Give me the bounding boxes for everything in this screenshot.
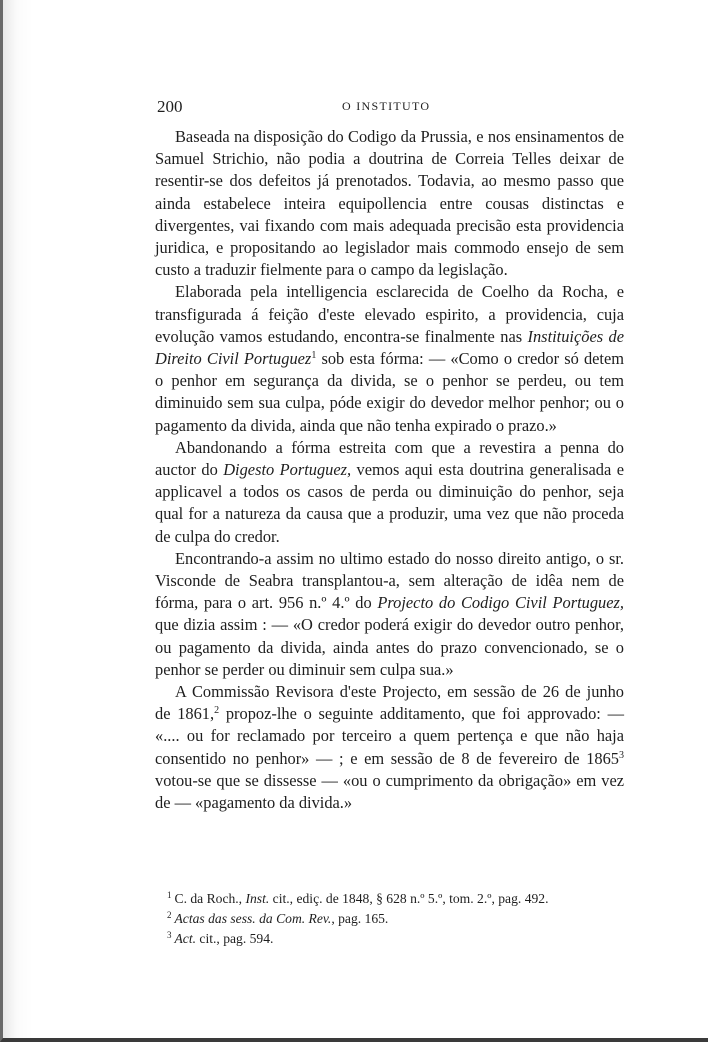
footnote-text: , pag. 165. — [331, 911, 389, 926]
footnote-italic: Inst. — [245, 891, 270, 906]
paragraph-text: Abandonando a fórma estreita com que a revestira a penna do auctor do — [155, 437, 624, 480]
paragraph-text: A Commissão Revisora d'este Projecto, em sessão de 26 de junho de 1861, — [155, 682, 624, 724]
paragraph-text: Encontrando-a assim no ultimo estado do nosso direito antigo, o sr. Visconde de Seabra transplantou-a, sem alteração de idêa nem de fórma, para o art. 956 n.º 4.º do — [155, 548, 624, 613]
running-header — [157, 97, 627, 119]
paragraph — [155, 281, 624, 436]
paragraph-text: votou-se que se dissesse — «ou o cumprimento da obrigação» em vez de — «pagamento da divida.» — [155, 770, 624, 813]
journal-title: O INSTITUTO — [342, 99, 431, 113]
italic-work-title: Instituições de Direito Civil Portuguez — [155, 326, 624, 369]
footnotes — [155, 889, 624, 949]
footnote — [155, 909, 624, 929]
footnote-text: cit., ediç. de 1848, § 628 n.º 5.º, tom. 2.º, pag. 492. — [269, 891, 549, 906]
footnote-reference: 3 — [619, 749, 624, 761]
footnote-marker: 3 — [167, 930, 172, 940]
paragraph-text: propoz-lhe o seguinte additamento, que foi approvado: — «.... ou for reclamado por terceiro a quem pertença e que não haja consentido no penhor» — ; e em sessão de 8 de fevereiro de 1865 — [155, 704, 624, 768]
italic-work-title: Projecto do Codigo Civil Portuguez, — [377, 593, 624, 613]
paragraph — [155, 437, 624, 548]
footnote-reference: 1 — [311, 350, 317, 362]
footnote-text: C. da Roch., — [174, 891, 246, 906]
page-number: 200 — [157, 97, 183, 116]
paragraph-text: vemos aqui esta doutrina generalisada e applicavel a todos os casos de perda ou diminuição do penhor, seja qual for a natureza da causa que a produzir, uma vez que não proceda de culpa do credor. — [155, 460, 624, 546]
paragraph — [155, 681, 624, 814]
footnote-marker: 1 — [167, 890, 172, 900]
footnote-italic: Act. — [174, 931, 197, 946]
footnote-reference: 2 — [214, 705, 220, 717]
paragraph-text: sob esta fórma: — «Como o credor só detem o penhor em segurança da divida, se o penhor se perdeu, ou tem diminuido sem sua culpa, póde exigir do devedor melhor penhor; ou o pagamento da divida, ainda que não tenha expirado o prazo.» — [155, 349, 625, 435]
footnote-text: cit., pag. 594. — [196, 931, 274, 946]
footnote-marker: 2 — [167, 910, 172, 920]
footnote-italic: Actas das sess. da Com. Rev. — [174, 911, 332, 926]
body-text — [155, 126, 624, 814]
footnote — [155, 929, 624, 949]
paragraph — [155, 126, 624, 281]
paragraph-text: Elaborada pela intelligencia esclarecida de Coelho da Rocha, e transfigurada á feição d'este elevado espirito, a providencia, cuja evolução vamos estudando, encontra-se finalmente nas — [155, 282, 624, 346]
italic-work-title: Digesto Portuguez, — [223, 460, 352, 480]
paragraph-text: que dizia assim : — «O credor poderá exigir do devedor outro penhor, ou pagamento da divida, ainda antes do prazo convencionado, se o penhor se perder ou diminuir sem culpa sua.» — [155, 615, 624, 679]
paragraph — [155, 548, 624, 681]
footnote — [155, 889, 624, 909]
paragraph-text: Baseada na disposição do Codigo da Prussia, e nos ensinamentos de Samuel Strichio, não podia a doutrina de Correia Telles deixar de resentir-se dos defeitos já prenotados. Todavia, ao mesmo passo que ainda estabelece inteira equipollencia entre cousas distinctas e divergentes, vai fixando com mais adequada precisão esta providencia juridica, e propositando ao legislador mais commodo ensejo de sem custo a traduzir fielmente para o campo da legislação. — [155, 127, 624, 280]
